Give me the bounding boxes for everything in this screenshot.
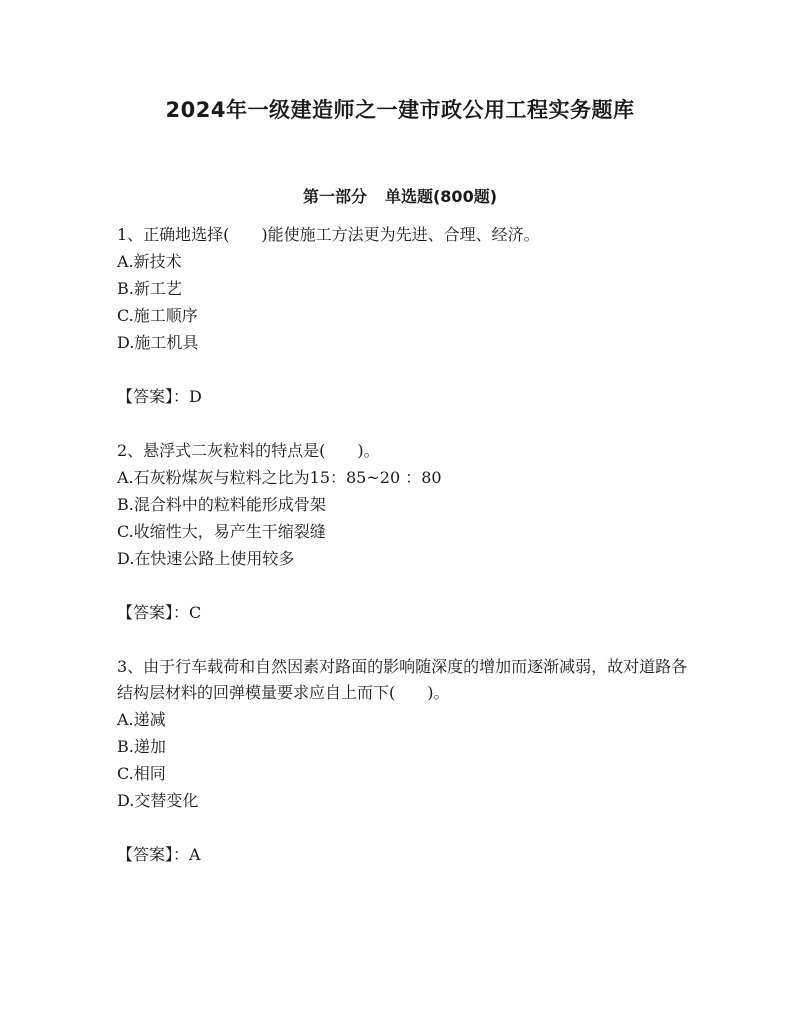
answer-label: 【答案】： [117,603,190,622]
question-stem: 2、悬浮式二灰粒料的特点是( )。 [117,441,380,460]
question-item [117,222,697,410]
option-c: C.收缩性大，易产生干缩裂缝 [117,522,326,541]
option-c: C.施工顺序 [117,306,198,325]
answer-line [117,600,697,626]
answer-label: 【答案】： [117,387,190,406]
answer-value: C [189,603,202,622]
question-stem: 1、正确地选择( )能使施工方法更为先进、合理、经济。 [117,225,540,244]
question-list [117,222,697,868]
answer-label: 【答案】： [117,845,190,864]
answer-value: A [189,845,201,864]
answer-line [117,384,697,410]
section-name: 单选题(800题) [384,187,498,206]
option-b: B.递加 [117,737,166,756]
option-b: B.新工艺 [117,279,182,298]
option-c: C.相同 [117,764,166,783]
question-item [117,654,697,868]
option-d: D.施工机具 [117,333,199,352]
option-d: D.在快速公路上使用较多 [117,549,295,568]
question-item [117,438,697,626]
answer-value: D [189,387,202,406]
option-a: A.新技术 [117,252,182,271]
answer-line [117,842,697,868]
option-a: A.递减 [117,710,166,729]
option-a: A.石灰粉煤灰与粒料之比为15：85~20 ：80 [117,468,442,487]
option-b: B.混合料中的粒料能形成骨架 [117,495,326,514]
document-title: 2024年一级建造师之一建市政公用工程实务题库 [165,98,635,122]
section-part: 第一部分 [302,187,367,206]
question-stem: 3、由于行车载荷和自然因素对路面的影响随深度的增加而逐渐减弱，故对道路各结构层材料的回弹模量要求应自上而下( )。 [117,657,688,702]
option-d: D.交替变化 [117,791,199,810]
section-heading [0,184,800,207]
